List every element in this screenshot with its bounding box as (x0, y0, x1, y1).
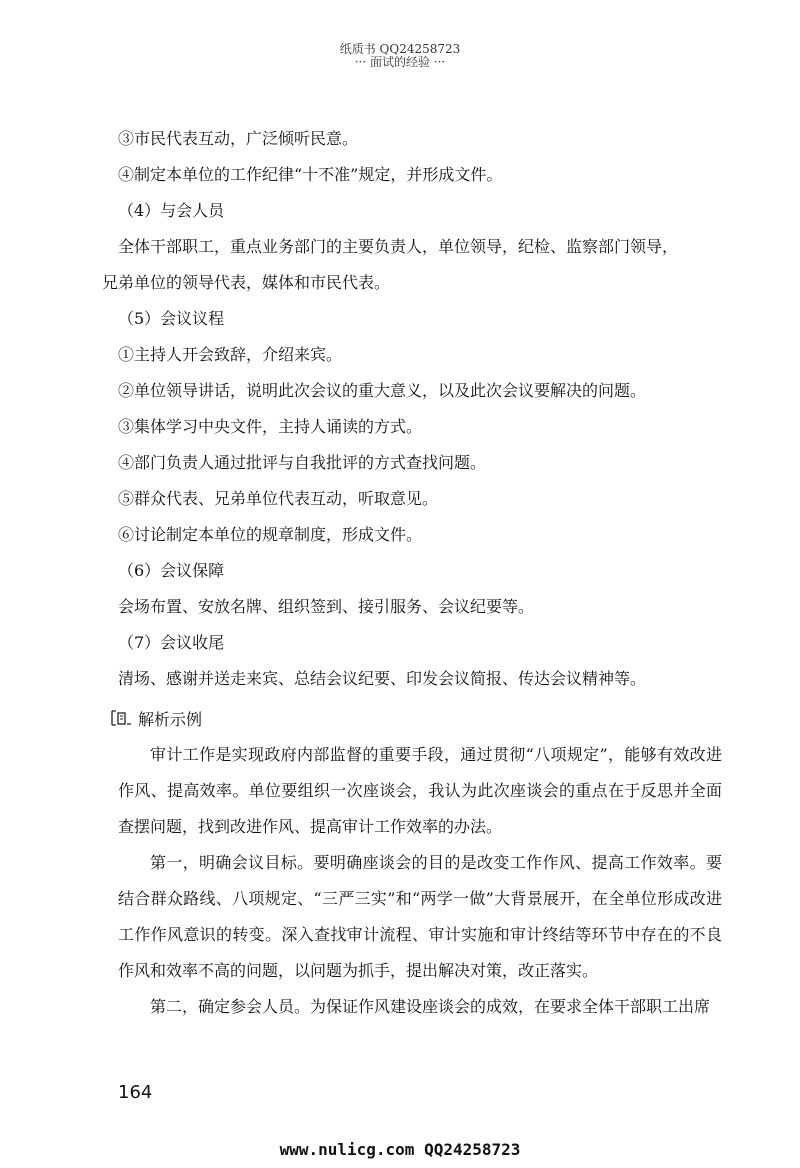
subheading: （6）会议保障 (118, 561, 225, 580)
body-line: 兄弟单位的领导代表，媒体和市民代表。 (102, 273, 391, 292)
footer-url: www.nulicg.com QQ24258723 (279, 1140, 521, 1159)
body-line: 会场布置、安放名牌、组织签到、接引服务、会议纪要等。 (118, 597, 535, 616)
running-title: ··· 面试的经验 ··· (354, 55, 446, 69)
section-title: 解析示例 (138, 709, 203, 729)
body-line: 清场、感谢并送走来宾、总结会议纪要、印发会议简报、传达会议精神等。 (118, 669, 647, 688)
analysis-paragraph: 第二，确定参会人员。为保证作风建设座谈会的成效，在要求全体干部职工出席 (150, 997, 711, 1016)
body-line: ⑤群众代表、兄弟单位代表互动，听取意见。 (118, 489, 439, 508)
subheading: （4）与会人员 (118, 201, 225, 220)
body-line: ③市民代表互动，广泛倾听民意。 (118, 129, 359, 148)
header-watermark: 纸质书 QQ24258723 (339, 42, 461, 56)
body-line: ③集体学习中央文件，主持人诵读的方式。 (118, 417, 423, 436)
subheading: （7）会议收尾 (118, 633, 225, 652)
body-line: ①主持人开会致辞，介绍来宾。 (118, 345, 343, 364)
body-line: ④制定本单位的工作纪律“十不准”规定，并形成文件。 (118, 165, 503, 184)
subheading: （5）会议议程 (118, 309, 225, 328)
body-line: ②单位领导讲话，说明此次会议的重大意义，以及此次会议要解决的问题。 (118, 381, 647, 400)
body-line: ⑥讨论制定本单位的规章制度，形成文件。 (118, 525, 423, 544)
analysis-paragraph: 审计工作是实现政府内部监督的重要手段，通过贯彻“八项规定”，能够有效改进作风、提高效率。单位要组织一次座谈会，我认为此次座谈会的重点在于反思并全面查摆问题，找到改进作风、提高审计工作效率的办法。 (118, 745, 722, 836)
page-number: 164 (118, 1082, 153, 1103)
section-heading (110, 699, 722, 737)
body-line: ④部门负责人通过批评与自我批评的方式查找问题。 (118, 453, 487, 472)
page-content (102, 121, 722, 1025)
body-line: 全体干部职工，重点业务部门的主要负责人，单位领导，纪检、监察部门领导， (118, 237, 679, 256)
analysis-paragraph: 第一，明确会议目标。要明确座谈会的目的是改变工作作风、提高工作效率。要结合群众路线、八项规定、“三严三实”和“两学一做”大背景展开，在全单位形成改进工作作风意识的转变。深入查找审计流程、审计实施和审计终结等环节中存在的不良作风和效率不高的问题，以问题为抓手，提出解决对策，改正落实。 (118, 853, 722, 980)
document-icon (110, 708, 132, 728)
